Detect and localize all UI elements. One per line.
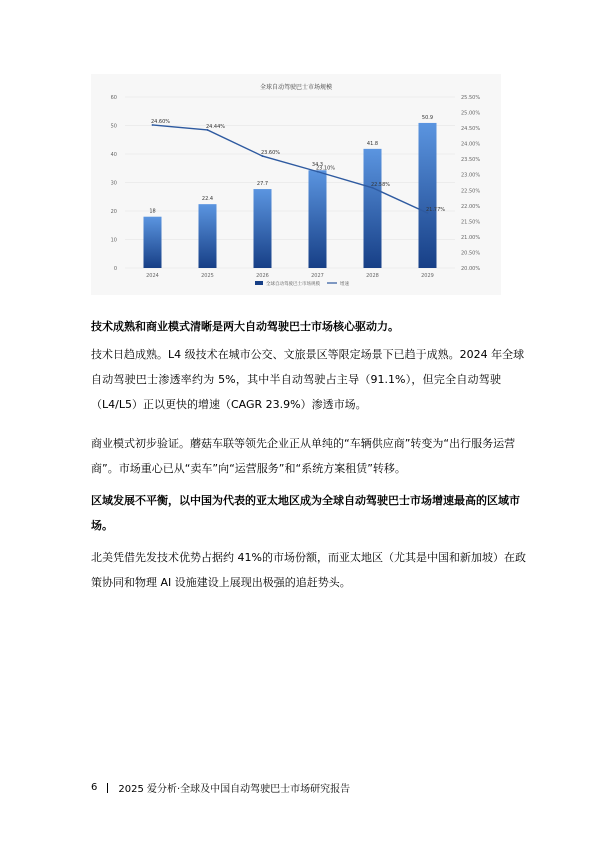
- y-tick-right-label: 21.00%: [461, 234, 481, 241]
- y-tick-right-label: 20.00%: [461, 266, 481, 272]
- paragraph-line: 自动驾驶巴士渗透率约为 5%，其中半自动驾驶占主导（91.1%），但完全自动驾驶: [91, 373, 501, 386]
- heading-regional: [91, 488, 520, 538]
- y-tick-right-label: 22.50%: [461, 188, 481, 195]
- growth-value-label: 24.44%: [205, 123, 226, 130]
- bar-value-label: 18: [149, 208, 156, 215]
- market-size-chart: [91, 74, 501, 295]
- bar-value-label: 27.7: [256, 181, 269, 188]
- paragraph-line: （L4/L5）正以更快的增速（CAGR 23.9%）渗透市场。: [91, 398, 367, 411]
- y-tick-left-label: 10: [110, 237, 117, 244]
- y-tick-left-label: 50: [110, 123, 117, 130]
- report-title: 2025 爱分析·全球及中国自动驾驶巴士市场研究报告: [118, 784, 351, 795]
- y-tick-right-label: 20.50%: [461, 250, 481, 257]
- heading-drivers-text: 技术成熟和商业模式清晰是两大自动驾驶巴士市场核心驱动力。: [91, 320, 399, 333]
- bar: [309, 170, 327, 268]
- growth-value-label: 23.10%: [315, 165, 336, 172]
- paragraph-business-model: [91, 431, 516, 481]
- x-tick-label: 2024: [146, 273, 159, 279]
- bar: [144, 217, 162, 268]
- y-tick-right-label: 24.00%: [461, 141, 481, 148]
- y-tick-right-label: 23.50%: [461, 157, 481, 164]
- growth-line: [153, 125, 428, 213]
- heading-line: 区域发展不平衡，以中国为代表的亚太地区成为全球自动驾驶巴士市场增速最高的区域市: [91, 494, 520, 507]
- growth-value-label: 24.60%: [150, 118, 171, 125]
- legend-bar-swatch: [255, 281, 263, 285]
- x-tick-label: 2026: [256, 273, 269, 279]
- bar: [364, 149, 382, 268]
- bar: [254, 189, 272, 268]
- x-tick-label: 2025: [201, 273, 214, 279]
- page-footer: [91, 780, 350, 795]
- growth-value-label: 23.60%: [260, 150, 281, 157]
- growth-value-label: 22.58%: [370, 181, 391, 188]
- x-tick-label: 2028: [366, 273, 379, 279]
- bar-value-label: 34.3: [311, 162, 324, 169]
- page-number: 6: [91, 782, 98, 793]
- bar-value-label: 50.9: [421, 114, 434, 121]
- heading-drivers: [91, 314, 501, 339]
- footer-divider: [107, 783, 108, 793]
- y-tick-right-label: 23.00%: [461, 172, 481, 179]
- chart-svg: [91, 74, 501, 295]
- bar-value-label: 41.8: [366, 140, 379, 147]
- y-tick-left-label: 60: [110, 95, 117, 101]
- legend-bar-label: 全球自动驾驶巴士市场规模: [266, 282, 320, 287]
- x-tick-label: 2029: [421, 273, 434, 279]
- paragraph-line: 策协同和物理 AI 设施建设上展现出极强的追赶势头。: [91, 576, 351, 589]
- y-tick-left-label: 30: [110, 180, 117, 187]
- paragraph-line: 商业模式初步验证。蘑菇车联等领先企业正从单纯的“车辆供应商”转变为“出行服务运营: [91, 437, 516, 450]
- y-tick-left-label: 20: [110, 209, 117, 215]
- y-tick-right-label: 25.00%: [461, 110, 481, 117]
- bar-value-label: 22.4: [201, 196, 214, 203]
- growth-value-label: 21.77%: [425, 206, 446, 213]
- legend-line-label: 增速: [340, 282, 349, 287]
- bar: [419, 123, 437, 268]
- x-tick-label: 2027: [311, 273, 324, 279]
- y-tick-left-label: 0: [113, 266, 117, 272]
- paragraph-line: 技术日趋成熟。L4 级技术在城市公交、文旅景区等限定场景下已趋于成熟。2024 年全球: [91, 348, 525, 361]
- bar: [199, 204, 217, 268]
- heading-line: 场。: [91, 519, 113, 532]
- y-tick-right-label: 25.50%: [461, 95, 481, 101]
- y-tick-right-label: 21.50%: [461, 219, 481, 226]
- paragraph-north-america: [91, 545, 526, 595]
- paragraph-line: 北美凭借先发技术优势占据约 41%的市场份额，而亚太地区（尤其是中国和新加坡）在政: [91, 551, 526, 564]
- paragraph-line: 商”。市场重心已从“卖车”向“运营服务”和“系统方案租赁”转移。: [91, 462, 406, 475]
- chart-title: 全球自动驾驶巴士市场规模: [259, 84, 333, 91]
- y-tick-right-label: 22.00%: [461, 203, 481, 210]
- y-tick-right-label: 24.50%: [461, 126, 481, 133]
- paragraph-tech-maturity: [91, 342, 525, 417]
- y-tick-left-label: 40: [110, 152, 117, 158]
